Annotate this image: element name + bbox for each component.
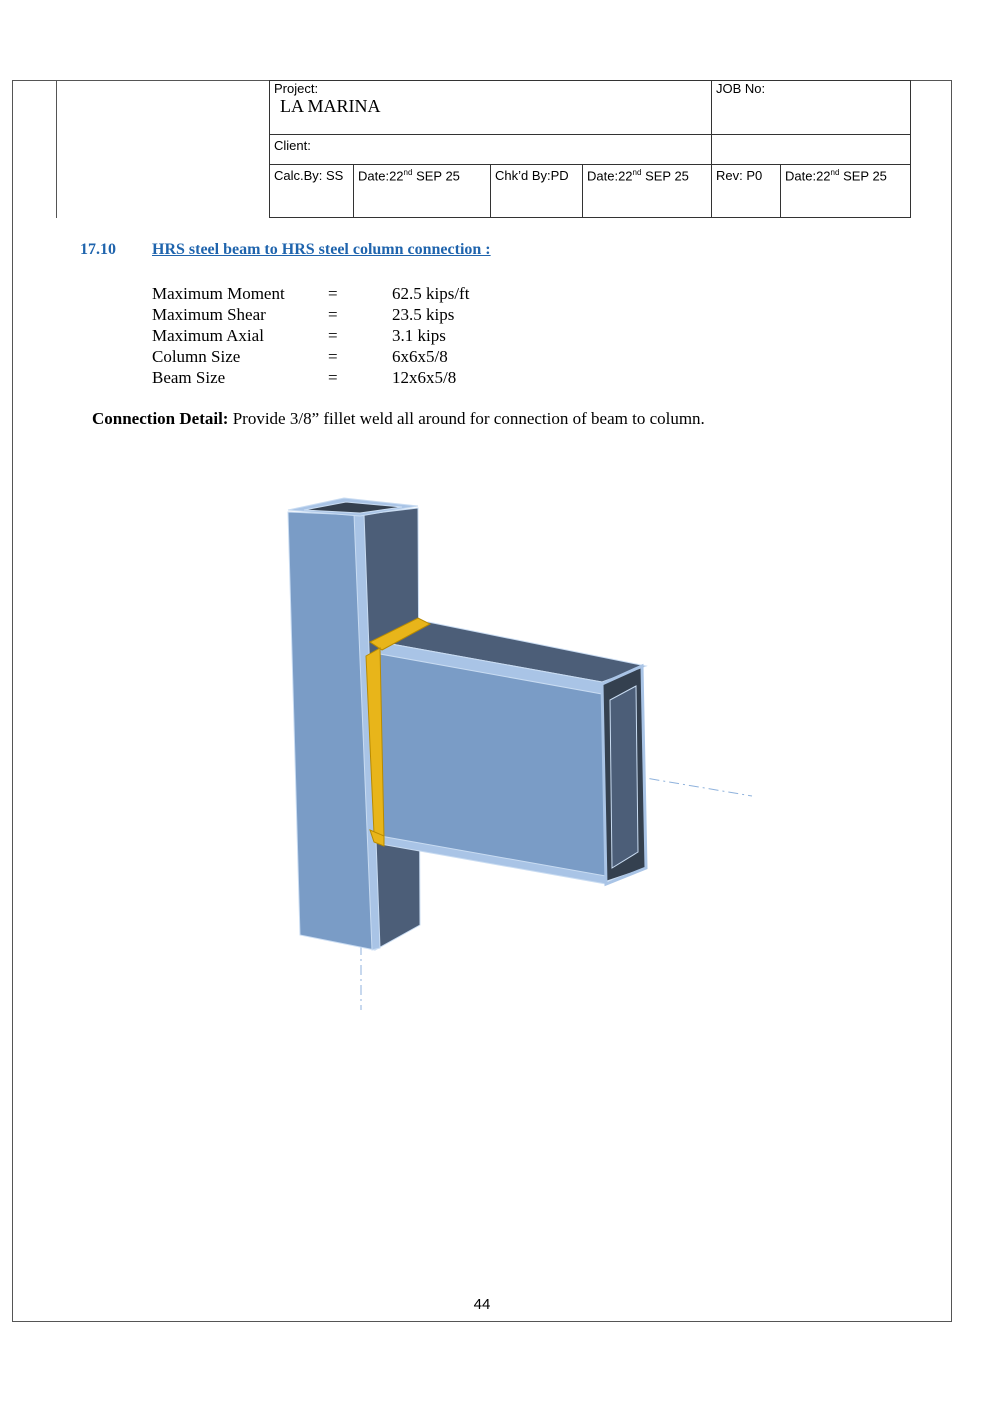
load-equals: = — [328, 347, 338, 366]
load-row — [152, 346, 469, 367]
chkd-date-cell — [583, 165, 712, 218]
connection-detail-text: Provide 3/8” fillet weld all around for connection of beam to column. — [228, 409, 705, 428]
load-label: Maximum Moment — [152, 284, 285, 303]
rev-date-cell — [781, 165, 911, 218]
load-label: Beam Size — [152, 368, 226, 387]
load-row — [152, 367, 469, 388]
job-no-label: JOB No: — [716, 81, 766, 96]
rev-cell — [712, 165, 781, 218]
load-row — [152, 283, 469, 304]
project-cell — [270, 81, 712, 135]
client-cell — [270, 135, 712, 165]
load-value: 6x6x5/8 — [392, 347, 448, 366]
load-row — [152, 325, 469, 346]
load-value: 3.1 kips — [392, 326, 446, 345]
beam-end-inner-wall — [610, 686, 638, 868]
load-label: Maximum Shear — [152, 305, 266, 324]
client-label: Client: — [274, 138, 311, 153]
calc-by-cell — [270, 165, 354, 218]
page-number: 44 — [473, 1296, 491, 1313]
project-label: Project: — [274, 81, 319, 96]
load-value: 12x6x5/8 — [392, 368, 457, 387]
client-blank-cell — [712, 135, 911, 165]
project-name: LA MARINA — [280, 96, 381, 116]
calc-date: Date:22nd SEP 25 — [358, 168, 460, 184]
load-label: Column Size — [152, 347, 241, 366]
rev-date: Date:22nd SEP 25 — [785, 168, 887, 184]
section-title: HRS steel beam to HRS steel column connection : — [152, 241, 491, 258]
calc-by: Calc.By: SS — [274, 168, 344, 183]
connection-detail-label: Connection Detail: — [92, 409, 229, 428]
design-loads-list — [152, 283, 469, 388]
load-row — [152, 304, 469, 325]
connection-detail — [92, 409, 705, 429]
beam-column-3d-figure — [280, 490, 760, 1015]
load-value: 62.5 kips/ft — [392, 284, 470, 303]
load-label: Maximum Axial — [152, 326, 264, 345]
load-equals: = — [328, 305, 338, 324]
revision: Rev: P0 — [716, 168, 763, 183]
job-no-cell — [712, 81, 911, 135]
logo-area-divider — [56, 80, 57, 218]
chkd-by-cell — [491, 165, 583, 218]
load-equals: = — [328, 326, 338, 345]
chkd-date: Date:22nd SEP 25 — [587, 168, 689, 184]
chkd-by: Chk’d By:PD — [495, 168, 569, 183]
calc-date-cell — [354, 165, 491, 218]
load-equals: = — [328, 284, 338, 303]
section-number: 17.10 — [80, 241, 116, 258]
title-block — [269, 80, 911, 218]
load-equals: = — [328, 368, 338, 387]
load-value: 23.5 kips — [392, 305, 455, 324]
